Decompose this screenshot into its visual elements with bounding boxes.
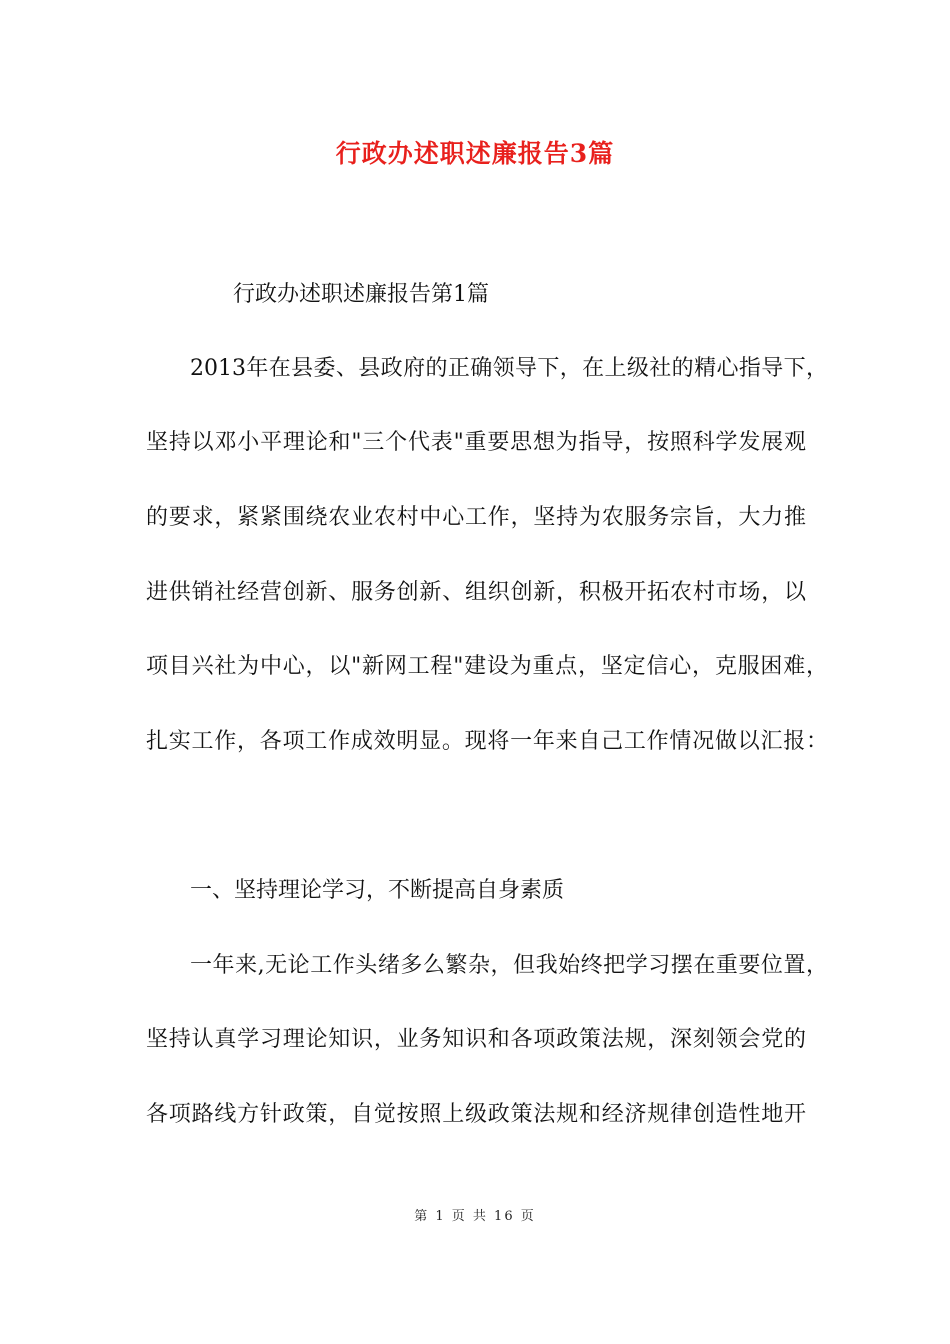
page-number: 第 1 页 共 16 页: [414, 1209, 536, 1224]
paragraph-line: 一年来,无论工作头绪多么繁杂，但我始终把学习摆在重要位置，: [190, 953, 828, 978]
paragraph-line: 2013年在县委、县政府的正确领导下，在上级社的精心指导下，: [190, 356, 828, 381]
document-title: 行政办述职述廉报告3篇: [335, 139, 615, 168]
paragraph-line: 坚持以邓小平理论和"三个代表"重要思想为指导，按照科学发展观: [146, 430, 806, 455]
paragraph-line: 的要求，紧紧围绕农业农村中心工作，坚持为农服务宗旨，大力推: [146, 505, 806, 530]
section-heading: 一、坚持理论学习，不断提高自身素质: [190, 878, 565, 903]
paragraph-line: 项目兴社为中心，以"新网工程"建设为重点，坚定信心，克服困难，: [146, 654, 828, 679]
paragraph-line: 坚持认真学习理论知识，业务知识和各项政策法规，深刻领会党的: [146, 1027, 806, 1052]
paragraph-line: 各项路线方针政策，自觉按照上级政策法规和经济规律创造性地开: [146, 1102, 806, 1127]
section-subtitle: 行政办述职述廉报告第1篇: [233, 282, 489, 307]
paragraph-line: 扎实工作，各项工作成效明显。现将一年来自己工作情况做以汇报：: [146, 729, 828, 754]
paragraph-line: 进供销社经营创新、服务创新、组织创新，积极开拓农村市场，以: [146, 580, 806, 605]
